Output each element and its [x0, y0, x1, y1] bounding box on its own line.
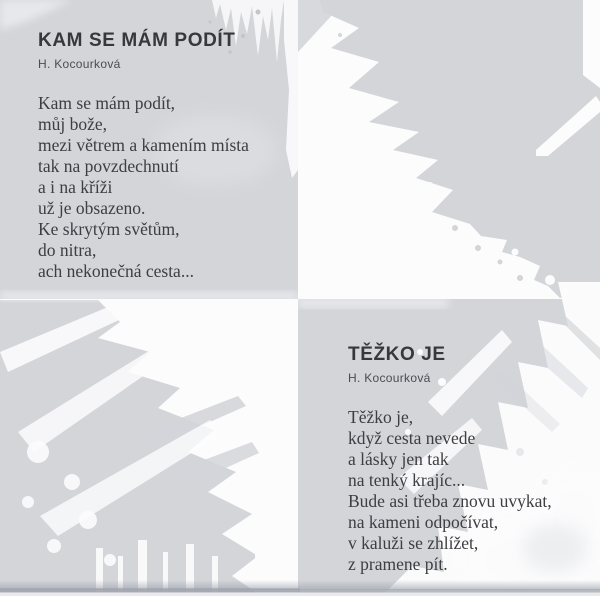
poem-title: TĚŽKO JE	[348, 344, 446, 365]
verse-line: z pramene pít.	[348, 554, 448, 574]
verse-line: Kam se mám podít,	[38, 93, 176, 113]
verse-line: na kameni odpočívat,	[348, 512, 499, 532]
verse-line: Těžko je,	[348, 407, 414, 427]
poem-block-tezko-je	[348, 344, 588, 575]
verse-line: na tenký krajíc...	[348, 470, 466, 490]
verse-line: když cesta nevede	[348, 428, 476, 448]
poem-block-kam-se-mam-podit	[38, 30, 288, 282]
verse-line: mezi větrem a kamením místa	[38, 135, 249, 155]
verse-line: v kaluži se zhlížet,	[348, 533, 479, 553]
poem-title: KAM SE MÁM PODÍT	[38, 30, 236, 51]
poem-author: H. Kocourková	[38, 57, 121, 71]
verse-line: můj bože,	[38, 114, 108, 134]
verse-line: a lásky jen tak	[348, 449, 449, 469]
poem-verse	[38, 93, 288, 282]
poem-verse	[348, 407, 588, 575]
verse-line: do nitra,	[38, 240, 97, 260]
poem-author: H. Kocourková	[348, 371, 431, 385]
verse-line: tak na povzdechnutí	[38, 156, 179, 176]
verse-line: a i na kříži	[38, 177, 113, 197]
verse-line: ach nekonečná cesta...	[38, 261, 194, 281]
verse-line: Ke skrytým světům,	[38, 219, 180, 239]
verse-line: Bude asi třeba znovu uvykat,	[348, 491, 552, 511]
verse-line: už je obsazeno.	[38, 198, 146, 218]
